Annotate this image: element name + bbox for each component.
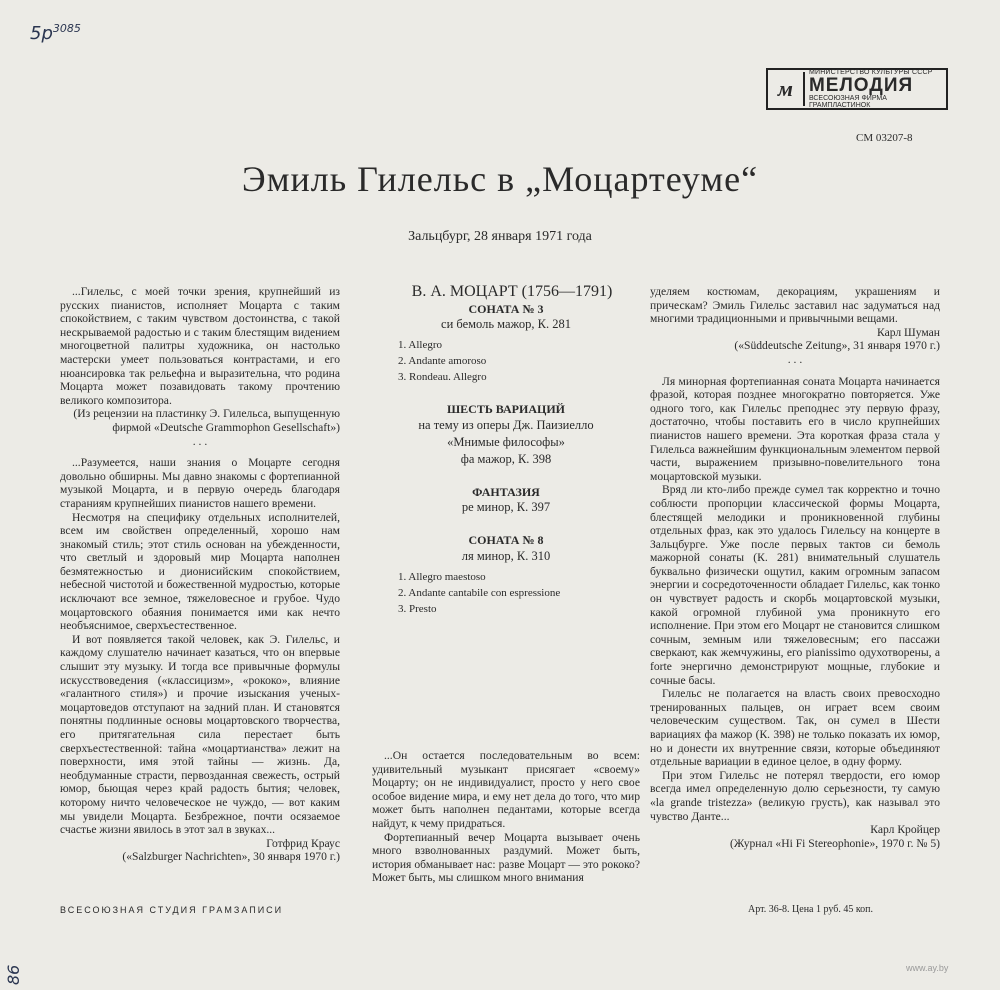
movement: 1. Allegro — [398, 339, 442, 352]
review-source: («Süddeutsche Zeitung», 31 января 1970 г.) — [734, 339, 940, 353]
review-paragraph: уделяем костюмам, декорациям, украшениям и прическам? Эмиль Гилельс заставил нас задуматься над многими традиционными и привычными вещами. — [650, 285, 940, 326]
work-title: ШЕСТЬ ВАРИАЦИЙ — [446, 402, 566, 417]
movement: 2. Andante amoroso — [398, 355, 487, 368]
review-source: (Журнал «Hi Fi Stereophonie», 1970 г. № 5) — [730, 836, 940, 850]
review-paragraph: Гилельс не полагается на власть своих превосходно тренированных пальцев, он играет всем своим человеческим существом. Так, он сумел в Шести вариациях фа мажор (К. 398) не только показать их юмор, но и донести их внутренние связи, которые объединяют отдельные вариации в единое целое, в одну форму. — [650, 687, 940, 769]
work-title: СОНАТА № 8 — [468, 533, 544, 548]
review-author: Карл Шуман — [876, 325, 940, 339]
column-left — [60, 285, 340, 864]
handwritten-side-note: 86 — [4, 964, 23, 985]
review-paragraph: Вряд ли кто-либо прежде сумел так корректно и точно соблюсти пропорции классической формы Моцарта, блестящей мелодики и проникновенной глубины отдельных фраз, как это удалось Гилельсу на концерте в Зальцбурге. Уже после первых тактов си бемоль мажорной сонаты (К. 281) внимательный слушатель буквально физически ощутил, каким огромным запасом энергии и сосредоточенности обладает Гилельс, как тонко он чувствует радость и скорбь моцартовской музыки, какой огромной глубиной ума проникнуто его исполнение. При этом его Моцарт не становится слишком сочным, земным или тяжеловесным; его пассажи сверкают, как жемчужины, его pianissimo одухотворены, а forte энергично демонстрируют мощные, глубокие и сочные басы. — [650, 483, 940, 687]
album-title: Эмиль Гилельс в „Моцартеуме“ — [241, 159, 759, 199]
review-source: («Salzburger Nachrichten», 30 января 1970 г.) — [122, 850, 340, 864]
program-works — [372, 303, 640, 625]
separator-dots: . . . — [192, 434, 208, 448]
work-detail: ре минор, К. 397 — [461, 500, 551, 515]
composer-heading: В. А. МОЦАРТ (1756—1791) — [411, 283, 613, 300]
melodiya-logo — [766, 68, 948, 110]
review-paragraph: Фортепианный вечер Моцарта вызывает очень много взволнованных раздумий. Может быть, история обманывает нас: разве Моцарт — это рококо? Может быть, мы слишком много внимания — [372, 830, 640, 885]
price-footer: Арт. 36-8. Цена 1 руб. 45 коп. — [748, 904, 874, 915]
studio-footer: ВСЕСОЮЗНАЯ СТУДИЯ ГРАМЗАПИСИ — [60, 905, 284, 915]
column-right — [650, 285, 940, 850]
column-middle-text — [372, 749, 640, 885]
logo-ministry: МИНИСТЕРСТВО КУЛЬТУРЫ СССР — [808, 69, 933, 76]
review-paragraph: ...Он остается последовательным во всем: удивительный музыкант присягает «своему» Моцарту; он не индивидуалист, просто у него свое особое видение мира, и ему нет дела до того, что мир может быть наполнен педантами, которые всегда найдут, к чему придраться. — [372, 749, 640, 830]
melodiya-emblem-icon: м — [768, 72, 805, 106]
work-title: СОНАТА № 3 — [468, 301, 544, 316]
separator-dots: . . . — [787, 352, 803, 366]
program-column — [372, 285, 640, 625]
work-detail: «Мнимые философы» — [447, 434, 565, 449]
work-detail: фа мажор, К. 398 — [460, 451, 552, 466]
review-source: (Из рецензии на пластинку Э. Гилельса, выпущенную фирмой «Deutsche Grammophon Gesellschaft») — [73, 407, 340, 434]
logo-brand: МЕЛОДИЯ — [808, 75, 914, 96]
work-detail: си бемоль мажор, К. 281 — [441, 317, 571, 332]
review-paragraph: ...Разумеется, наши знания о Моцарте сегодня довольно обширны. Мы давно знакомы с фортепианной музыкой Моцарта, и в первую очередь благодаря стараниям крупнейших пианистов нашего времени. — [60, 456, 340, 510]
movement: 2. Andante cantabile con espressione — [398, 586, 561, 599]
work-detail: на тему из оперы Дж. Паизиелло — [418, 417, 594, 432]
work-title: ФАНТАЗИЯ — [472, 484, 540, 499]
review-author: Готфрид Краус — [266, 836, 340, 850]
album-subtitle: Зальцбург, 28 января 1971 года — [408, 229, 592, 244]
review-author: Карл Кройцер — [870, 823, 940, 837]
handwritten-note: $5р^{3085}$ — [30, 22, 81, 44]
movement: 3. Presto — [398, 602, 437, 615]
review-paragraph: И вот появляется такой человек, как Э. Гилельс, и каждому слушателю начинает казаться, что он впервые слышит эту музыку. И тогда все привычные формулы искусствоведения («классицизм», «рококо», влияние «галантного стиля») и прочие изыскания ученых-моцартоведов отступают на задний план. И становятся понятны подлинные основы моцартовского творчества, его притягательная сила перестает быть сверхъестественной: тайна «моцартианства» лежит на поверхности, имя этой тайны — жизнь. Да, необдуманные страсти, первозданная свежесть, острый юмор, бьющая через край радость бытия; человек, которому ничто человеческое не чуждо, — вот каким мы увидели Моцарта. Безбрежное, почти осязаемое счастье жизни явилось в этот зал в звуках... — [60, 632, 340, 837]
review-paragraph: Несмотря на специфику отдельных исполнителей, всем им свойствен определенный, хорошо нам знакомый стиль; этот стиль основан на убежденности, что светлый и здоровый мир Моцарта наполнен безмятежностью и дионисийским спокойствием, небесной чистотой и божественной мудростью, которые исключают все земное, тяжеловесное и грубое. Чудо моцартовского обаяния понимается ими как нечто необъяснимое, сверхъестественное. — [60, 510, 340, 633]
review-paragraph: ...Гилельс, с моей точки зрения, крупнейший из русских пианистов, исполняет Моцарта с таким спокойствием, с таким чувством достоинства, с такой нескрываемой радостью и с таким блестящим видением многоцветной палитры художника, он настолько мастерски умеет пользоваться контрастами, и его нюансировка так рельефна и выразительна, что родина Моцарта может позавидовать такому прочтению великого композитора. — [60, 285, 340, 407]
movement: 1. Allegro maestoso — [398, 570, 486, 583]
work-detail: ля минор, К. 310 — [461, 548, 551, 563]
watermark: www.ay.by — [906, 963, 949, 973]
review-paragraph: Ля минорная фортепианная соната Моцарта начинается фразой, которая позднее многократно повторяется. Уже одного того, как Гилельс преподнес эту первую фразу, достаточно, чтобы поставить его в число крупнейших пианистов нашего времени. Эта короткая фраза стала у Гилельса важнейшим функциональным элементом первой части, выражением призывно-повелительного тона моцартовской музыки. — [650, 374, 940, 483]
movement: 3. Rondeau. Allegro — [398, 371, 487, 384]
catalog-number: СМ 03207-8 — [856, 132, 913, 144]
review-paragraph: При этом Гилельс не потерял твердости, его юмор всегда имел определенную долю серьезности, ту самую «la grande tristezza» (великую грусть), как называл это чувство Данте... — [650, 768, 940, 823]
logo-firm: ВСЕСОЮЗНАЯ ФИРМА ГРАМПЛАСТИНОК — [808, 95, 887, 109]
